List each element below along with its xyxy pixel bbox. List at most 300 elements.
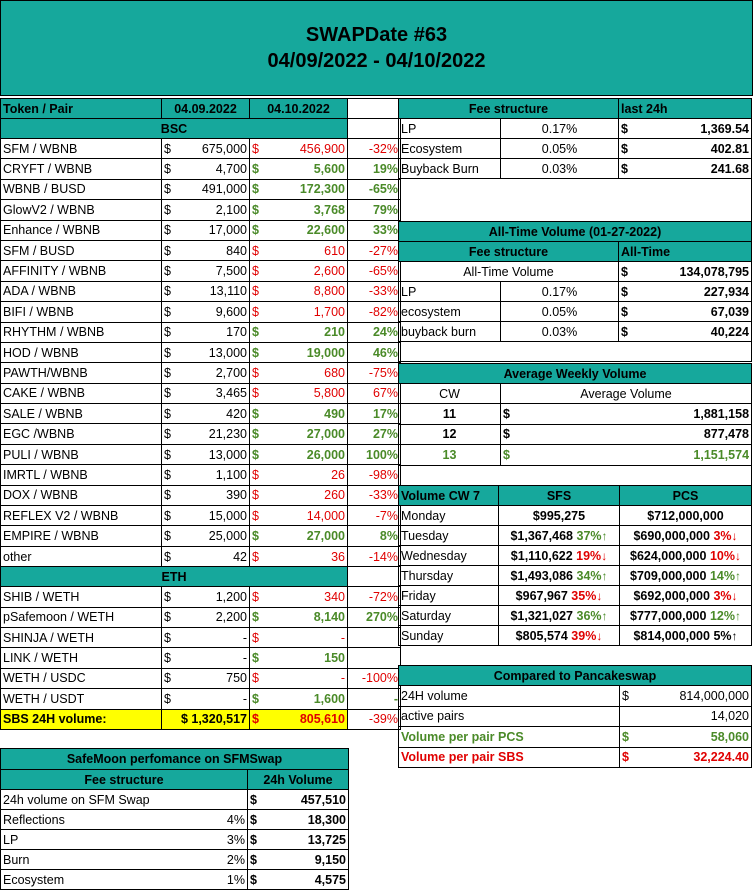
value-date1-amount: 2,700 xyxy=(215,365,247,380)
safemoon-fee-name: Ecosystem xyxy=(1,870,169,890)
value-date2-amount: 22,600 xyxy=(306,223,345,238)
volume-cw-table xyxy=(398,485,752,646)
sfs-amount: $995,275 xyxy=(532,508,586,523)
sfs-pct: 35% xyxy=(571,588,597,603)
value-date1-amount: 13,110 xyxy=(209,284,247,299)
pair-name: PAWTH/WBNB xyxy=(1,363,162,383)
value-date1-amount: 2,100 xyxy=(215,202,247,217)
pcs-amount: $709,000,000 xyxy=(630,568,707,583)
value-date1-amount: 13,000 xyxy=(208,345,247,360)
alltime-fee-pct: 0.17% xyxy=(501,282,619,302)
arrow-down-icon: ↓ xyxy=(731,528,738,543)
currency-sign: $ xyxy=(252,141,259,156)
value-date2-amount: 26 xyxy=(331,467,345,482)
value-date1 xyxy=(162,342,250,362)
pair-name: SALE / WBNB xyxy=(1,404,162,424)
value-date2 xyxy=(250,179,348,199)
currency-sign: $ xyxy=(252,243,259,258)
fee-24h-value: 1,369.54 xyxy=(700,121,750,136)
fee-name: LP xyxy=(399,119,501,139)
fee-pct: 0.03% xyxy=(501,159,619,179)
alltime-fee-name: buyback burn xyxy=(399,322,501,342)
currency-sign: $ xyxy=(164,488,171,503)
pair-name: SHINJA / WETH xyxy=(1,627,162,647)
day-name: Wednesday xyxy=(399,546,499,566)
arrow-down-icon: ↓ xyxy=(734,548,741,563)
safemoon-fee-amount: 13,725 xyxy=(307,832,346,847)
day-name: Thursday xyxy=(399,566,499,586)
alltime-title: All-Time Volume (01-27-2022) xyxy=(399,222,752,242)
arrow-down-icon: ↓ xyxy=(596,588,603,603)
value-date2-amount: 340 xyxy=(324,589,345,604)
total-date2-amount: 805,610 xyxy=(299,712,345,727)
pcs-pct: 5% xyxy=(713,628,732,643)
day-name: Tuesday xyxy=(399,526,499,546)
currency-sign: $ xyxy=(164,264,171,279)
value-date1-amount: 7,500 xyxy=(215,264,247,279)
pair-name: CAKE / WBNB xyxy=(1,383,162,403)
currency-sign: $ xyxy=(252,671,259,686)
value-date1 xyxy=(162,668,250,688)
currency-sign: $ xyxy=(621,324,628,339)
token-pair-table xyxy=(0,98,401,730)
value-date2-amount: 19,000 xyxy=(306,345,345,360)
compare-pancakeswap-table xyxy=(398,665,752,768)
pct-change: 46% xyxy=(348,342,401,362)
value-date1-amount: - xyxy=(242,651,247,666)
value-date1 xyxy=(162,648,250,668)
value-date1 xyxy=(162,424,250,444)
alltime-fee-value xyxy=(619,322,752,342)
currency-sign: $ xyxy=(164,671,171,686)
pair-name: EGC /WBNB xyxy=(1,424,162,444)
currency-sign: $ xyxy=(252,223,259,238)
compare-value xyxy=(620,706,752,727)
alltime-fee-header: Fee structure xyxy=(399,242,619,262)
compare-value xyxy=(620,727,752,748)
currency-sign: $ xyxy=(164,325,171,340)
pcs-amount: $690,000,000 xyxy=(633,528,710,543)
pair-name: SFM / BUSD xyxy=(1,240,162,260)
value-date1-amount: 420 xyxy=(226,406,247,421)
safemoon-fee-amount: 18,300 xyxy=(307,812,346,827)
last-24h-header: last 24h xyxy=(619,99,752,119)
sfs-amount: $1,493,086 xyxy=(510,568,574,583)
value-date2 xyxy=(250,526,348,546)
alltime-volume-value: 134,078,795 xyxy=(679,264,750,279)
value-date2 xyxy=(250,404,348,424)
currency-sign: $ xyxy=(252,589,259,604)
value-date1-amount: 42 xyxy=(233,549,247,564)
value-date2 xyxy=(250,607,348,627)
fee-pct: 0.05% xyxy=(501,139,619,159)
pct-change: -33% xyxy=(348,281,401,301)
arrow-down-icon: ↓ xyxy=(596,628,603,643)
total-date2 xyxy=(250,709,348,729)
currency-sign: $ xyxy=(164,589,171,604)
currency-sign: $ xyxy=(164,427,171,442)
value-date2 xyxy=(250,546,348,566)
pair-name: CRYFT / WBNB xyxy=(1,159,162,179)
currency-sign: $ xyxy=(250,812,257,827)
pct-change: -32% xyxy=(348,139,401,159)
pct-change: 19% xyxy=(348,159,401,179)
value-date2-amount: 210 xyxy=(324,325,345,340)
value-date2 xyxy=(250,240,348,260)
pcs-header: PCS xyxy=(620,486,752,506)
currency-sign: $ xyxy=(164,141,171,156)
pct-change: 67% xyxy=(348,383,401,403)
pair-name: PULI / WBNB xyxy=(1,444,162,464)
pair-name: LINK / WETH xyxy=(1,648,162,668)
pair-name: IMRTL / WBNB xyxy=(1,465,162,485)
eth-section-label: ETH xyxy=(1,567,348,587)
value-date2-amount: 260 xyxy=(324,488,345,503)
safemoon-volume-label: 24h volume on SFM Swap xyxy=(1,790,248,810)
value-date2-amount: 8,800 xyxy=(313,284,345,299)
value-date1 xyxy=(162,587,250,607)
value-date2 xyxy=(250,424,348,444)
day-name: Friday xyxy=(399,586,499,606)
avg-volume-value: 1,881,158 xyxy=(693,406,750,421)
arrow-up-icon: ↑ xyxy=(601,568,608,583)
sfs-volume xyxy=(499,626,620,646)
spacer xyxy=(399,465,752,485)
arrow-up-icon: ↑ xyxy=(734,608,741,623)
value-date2-amount: 456,900 xyxy=(299,141,345,156)
value-date2 xyxy=(250,465,348,485)
value-date1-amount: 750 xyxy=(226,671,247,686)
value-date1-amount: 17,000 xyxy=(208,223,247,238)
currency-sign: $ xyxy=(164,651,171,666)
value-date1 xyxy=(162,506,250,526)
section-blank xyxy=(348,567,401,587)
avg-weekly-volume-table xyxy=(398,363,752,486)
sfs-volume xyxy=(499,526,620,546)
value-date2-amount: 610 xyxy=(324,243,345,258)
pct-change: 270% xyxy=(348,607,401,627)
alltime-fee-value xyxy=(619,282,752,302)
currency-sign: $ xyxy=(252,182,259,197)
token-pair-header: Token / Pair xyxy=(1,99,162,119)
value-date2-amount: 14,000 xyxy=(306,508,345,523)
safemoon-fee-value xyxy=(248,850,349,870)
safemoon-volume-value: 457,510 xyxy=(300,792,346,807)
pair-name: other xyxy=(1,546,162,566)
currency-sign: $ xyxy=(252,529,259,544)
value-date1 xyxy=(162,220,250,240)
compare-value xyxy=(620,747,752,768)
fee-24h xyxy=(619,139,752,159)
value-date2 xyxy=(250,281,348,301)
report-title: SWAPDate #63 xyxy=(305,24,448,46)
value-date2-amount: 172,300 xyxy=(299,182,345,197)
value-date1-amount: 1,100 xyxy=(215,467,247,482)
fee-24h-value: 241.68 xyxy=(710,161,750,176)
arrow-up-icon: ↑ xyxy=(601,608,608,623)
value-date1 xyxy=(162,281,250,301)
value-date1-amount: 25,000 xyxy=(208,529,247,544)
pair-name: DOX / WBNB xyxy=(1,485,162,505)
currency-sign: $ xyxy=(164,447,171,462)
pair-name: SFM / WBNB xyxy=(1,139,162,159)
sfs-pct: 37% xyxy=(576,528,602,543)
currency-sign: $ xyxy=(621,121,628,136)
value-date1 xyxy=(162,627,250,647)
sfs-header: SFS xyxy=(499,486,620,506)
pair-name: AFFINITY / WBNB xyxy=(1,261,162,281)
pair-name: ADA / WBNB xyxy=(1,281,162,301)
value-date2 xyxy=(250,200,348,220)
currency-sign: $ xyxy=(252,406,259,421)
pct-change: -14% xyxy=(348,546,401,566)
currency-sign: $ xyxy=(252,264,259,279)
value-date1 xyxy=(162,261,250,281)
sfs-amount: $1,367,468 xyxy=(510,528,574,543)
value-date2-amount: 680 xyxy=(324,365,345,380)
value-date1 xyxy=(162,322,250,342)
safemoon-fee-pct: 3% xyxy=(169,830,248,850)
value-date2 xyxy=(250,689,348,709)
currency-sign: $ xyxy=(164,467,171,482)
fee-name: Ecosystem xyxy=(399,139,501,159)
arrow-up-icon: ↑ xyxy=(731,628,738,643)
cw-number: 11 xyxy=(399,404,501,425)
value-date1-amount: 840 xyxy=(226,243,247,258)
currency-sign: $ xyxy=(621,141,628,156)
total-pct: -39% xyxy=(348,709,401,729)
avg-volume xyxy=(501,445,752,466)
day-name: Sunday xyxy=(399,626,499,646)
safemoon-fee-value xyxy=(248,830,349,850)
pcs-volume xyxy=(620,546,752,566)
pair-name: EMPIRE / WBNB xyxy=(1,526,162,546)
value-date2-amount: 27,000 xyxy=(306,529,345,544)
spacer xyxy=(399,342,752,362)
value-date1 xyxy=(162,485,250,505)
currency: $ xyxy=(250,792,257,807)
value-date1 xyxy=(162,240,250,260)
currency-sign: $ xyxy=(164,284,171,299)
pair-name: RHYTHM / WBNB xyxy=(1,322,162,342)
currency-sign: $ xyxy=(250,852,257,867)
arrow-up-icon: ↑ xyxy=(734,568,741,583)
sfs-pct: 19% xyxy=(576,548,602,563)
alltime-volume-label: All-Time Volume xyxy=(399,262,619,282)
value-date2-amount: 8,140 xyxy=(313,610,345,625)
pct-change: -100% xyxy=(348,668,401,688)
bsc-section-label: BSC xyxy=(1,119,348,139)
cw-number: 13 xyxy=(399,445,501,466)
value-date2 xyxy=(250,220,348,240)
compare-amount: 32,224.40 xyxy=(693,750,749,765)
currency-sign: $ xyxy=(252,488,259,503)
pair-name: REFLEX V2 / WBNB xyxy=(1,506,162,526)
compare-label: Volume per pair SBS xyxy=(399,747,620,768)
value-date1-amount: 390 xyxy=(226,488,247,503)
alltime-fee-name: ecosystem xyxy=(399,302,501,322)
value-date1 xyxy=(162,444,250,464)
avg-weekly-title: Average Weekly Volume xyxy=(399,364,752,384)
arrow-up-icon: ↑ xyxy=(601,528,608,543)
fee-24h-value: 402.81 xyxy=(710,141,750,156)
sfs-pct: 34% xyxy=(576,568,602,583)
currency-sign: $ xyxy=(252,202,259,217)
value-date1-amount: 4,700 xyxy=(215,162,247,177)
currency-sign: $ xyxy=(164,508,171,523)
alltime-fee-amount: 40,224 xyxy=(710,324,750,339)
pct-change: 33% xyxy=(348,220,401,240)
pair-name: SHIB / WETH xyxy=(1,587,162,607)
pair-name: pSafemoon / WETH xyxy=(1,607,162,627)
value-date2 xyxy=(250,485,348,505)
currency-sign: $ xyxy=(252,508,259,523)
value-date1-amount: - xyxy=(242,630,247,645)
alltime-fee-amount: 227,934 xyxy=(703,284,750,299)
currency-sign: $ xyxy=(164,610,171,625)
value-date1-amount: 2,200 xyxy=(215,610,247,625)
value-date2 xyxy=(250,322,348,342)
avg-volume xyxy=(501,424,752,445)
pair-name: GlowV2 / WBNB xyxy=(1,200,162,220)
currency-sign: $ xyxy=(252,345,259,360)
currency-sign: $ xyxy=(252,630,259,645)
pct-change xyxy=(348,648,401,668)
currency-sign: $ xyxy=(252,386,259,401)
currency-sign: $ xyxy=(621,304,628,319)
safemoon-fee-amount: 4,575 xyxy=(314,872,346,887)
safemoon-fee-name: LP xyxy=(1,830,169,850)
avg-volume xyxy=(501,404,752,425)
pct-change xyxy=(348,627,401,647)
pct-change: -98% xyxy=(348,465,401,485)
currency-sign: $ xyxy=(621,284,628,299)
value-date1 xyxy=(162,139,250,159)
value-date2 xyxy=(250,342,348,362)
pct-change: -65% xyxy=(348,261,401,281)
compare-value xyxy=(620,686,752,707)
value-date2 xyxy=(250,383,348,403)
value-date1-amount: 170 xyxy=(226,325,247,340)
currency-sign: $ xyxy=(622,729,629,744)
safemoon-fee-pct: 1% xyxy=(169,870,248,890)
arrow-down-icon: ↓ xyxy=(601,548,608,563)
currency-sign: $ xyxy=(164,304,171,319)
pct-change: -72% xyxy=(348,587,401,607)
pcs-pct: 14% xyxy=(709,568,735,583)
compare-amount: 14,020 xyxy=(710,709,749,724)
alltime-fee-value xyxy=(619,302,752,322)
value-date2 xyxy=(250,627,348,647)
alltime-header: All-Time xyxy=(619,242,752,262)
pcs-amount: $692,000,000 xyxy=(633,588,710,603)
currency-sign: $ xyxy=(164,162,171,177)
pcs-amount: $712,000,000 xyxy=(647,508,724,523)
value-date1 xyxy=(162,200,250,220)
alltime-fee-name: LP xyxy=(399,282,501,302)
value-date1 xyxy=(162,383,250,403)
value-date1-amount: 9,600 xyxy=(215,304,247,319)
safemoon-fee-name: Reflections xyxy=(1,810,169,830)
currency-sign: $ xyxy=(252,651,259,666)
pcs-volume xyxy=(620,606,752,626)
currency: $ xyxy=(621,264,628,279)
sfs-amount: $805,574 xyxy=(515,628,568,643)
currency-sign: $ xyxy=(252,549,259,564)
section-blank xyxy=(348,119,401,139)
pct-header xyxy=(348,99,401,119)
value-date1 xyxy=(162,546,250,566)
sfs-amount: $967,967 xyxy=(515,588,568,603)
safemoon-fee-value xyxy=(248,810,349,830)
sfs-pct: 36% xyxy=(576,608,602,623)
pcs-pct: 12% xyxy=(709,608,735,623)
sfs-volume xyxy=(499,566,620,586)
compare-label: Volume per pair PCS xyxy=(399,727,620,748)
value-date1-amount: 3,465 xyxy=(215,386,247,401)
cw-number: 12 xyxy=(399,424,501,445)
fee-structure-table xyxy=(398,98,752,236)
value-date1 xyxy=(162,526,250,546)
pcs-amount: $777,000,000 xyxy=(630,608,707,623)
value-date2-amount: - xyxy=(340,671,345,686)
value-date2 xyxy=(250,159,348,179)
compare-label: 24H volume xyxy=(399,686,620,707)
value-date2-amount: 490 xyxy=(324,406,345,421)
currency-sign: $ xyxy=(164,529,171,544)
pcs-volume xyxy=(620,626,752,646)
value-date2-amount: 3,768 xyxy=(313,202,345,217)
currency-sign: $ xyxy=(622,750,629,765)
pct-change: 27% xyxy=(348,424,401,444)
pcs-amount: $624,000,000 xyxy=(630,548,707,563)
avg-volume-value: 1,151,574 xyxy=(693,447,750,462)
safemoon-fee-pct: 4% xyxy=(169,810,248,830)
value-date1-amount: 13,000 xyxy=(208,447,247,462)
pcs-volume xyxy=(620,586,752,606)
value-date1 xyxy=(162,363,250,383)
pct-change: -33% xyxy=(348,485,401,505)
currency-sign: $ xyxy=(622,688,629,703)
pct-change: 100% xyxy=(348,444,401,464)
value-date2-amount: 150 xyxy=(324,651,345,666)
alltime-fee-amount: 67,039 xyxy=(710,304,750,319)
currency-sign: $ xyxy=(252,447,259,462)
pct-change: 8% xyxy=(348,526,401,546)
sfs-volume xyxy=(499,546,620,566)
value-date1-amount: 1,200 xyxy=(215,589,247,604)
value-date1 xyxy=(162,607,250,627)
pcs-volume xyxy=(620,526,752,546)
currency-sign: $ xyxy=(164,630,171,645)
currency-sign: $ xyxy=(252,427,259,442)
cw-header: CW xyxy=(399,384,501,404)
safemoon-volume-header: 24h Volume xyxy=(248,770,349,790)
value-date1-amount: 675,000 xyxy=(201,141,247,156)
alltime-fee-pct: 0.03% xyxy=(501,322,619,342)
currency-sign: $ xyxy=(503,427,510,442)
currency-sign: $ xyxy=(164,182,171,197)
sfs-volume xyxy=(499,586,620,606)
value-date1-amount: - xyxy=(242,691,247,706)
alltime-fee-pct: 0.05% xyxy=(501,302,619,322)
pct-change: -27% xyxy=(348,240,401,260)
value-date2 xyxy=(250,261,348,281)
pct-change: -82% xyxy=(348,302,401,322)
pair-name: WETH / USDT xyxy=(1,689,162,709)
fee-pct: 0.17% xyxy=(501,119,619,139)
currency-sign: $ xyxy=(621,161,628,176)
